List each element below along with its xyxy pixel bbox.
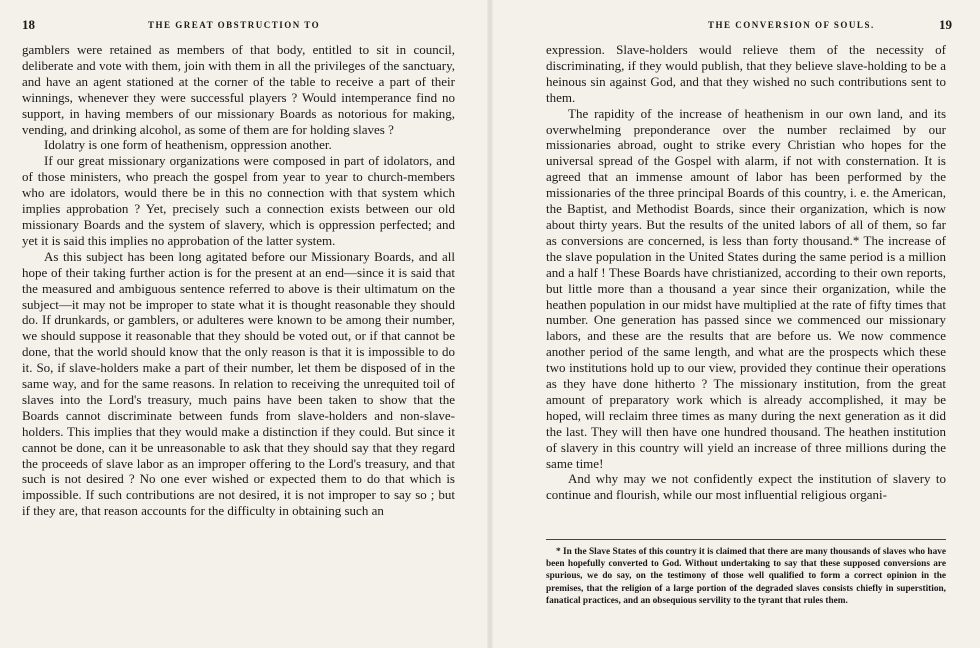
- footnote-rule: [546, 539, 946, 540]
- right-paragraph: expression. Slave-holders would relieve them of the necessity of discriminating, if they would publish, that they believe slave-holding to be a heinous sin against God, and that they wished no such contributions sent to them.: [546, 42, 946, 105]
- right-body-text: [546, 42, 946, 503]
- left-paragraph: As this subject has been long agitated before our Missionary Boards, and all hope of their taking further action is for the present at an end—since it is said that the measured and ambiguous sentence referred to above is their ultimatum on the subject—it may not be improper to state what it is thought reasonable they should do. If drunkards, or gamblers, or adulteres were known to be among their number, we should suppose it reasonable that they should be voted out, or if that cannot be done, that the world should know that the only reason is that it is impossible to do it. So, if slave-holders make a part of their number, let them be disposed of in the same way, and for the same reasons. In relation to receiving the unrequited toil of slaves into the Lord's treasury, much pains have been taken to show that the Boards cannot discriminate between funds from slave-holders and non-slave-holders. This implies that they would make a distinction if they could. But since it cannot be done, can it be unreasonable to ask that they should say that they regard the proceeds of slave labor as an improper offering to the Lord's treasury, and that such is not desired ? No one ever wished or expected them to do that which is impossible. If such contributions are not desired, it is not improper to say so ; but if they are, that reason accounts for the difficulty in obtaining such an: [22, 248, 455, 519]
- left-paragraph: gamblers were retained as members of that body, entitled to sit in council, deliberate and vote with them, join with them in all the privileges of the sanctuary, and have an agent stationed at the corner of the table to receive a part of their winnings, whenever they were successful players ? Would intemperance find no support, in having members of our missionary Boards as notorious for making, vending, and drinking alcohol, as some of them are for holding slaves ?: [22, 42, 455, 137]
- right-running-title: THE CONVERSION OF SOULS.: [708, 20, 875, 30]
- right-page-number: 19: [939, 17, 952, 32]
- left-running-head: [22, 17, 462, 36]
- left-body-text: [22, 42, 455, 519]
- left-running-title: THE GREAT OBSTRUCTION TO: [148, 20, 321, 30]
- right-paragraph: The rapidity of the increase of heathenism in our own land, and its overwhelming preponderance over the number reclaimed by our missionaries abroad, ought to strike every Christian who hopes for the universal spread of the Gospel with alarm, if not with consternation. It is agreed that an immense amount of labor has been performed by the missionaries of the three principal Boards of this country, i. e. the American, the Baptist, and Methodist Boards, since their organization, which is now about thirty years. But the results of the united labors of all of them, so far as conversions are concerned, is less than forty thousand.* The increase of the slave population in the United States during the same period is a million and a half ! These Boards have christianized, according to their own reports, but little more than a thousand a year since their organization, while the heathen population in our midst have multiplied at the rate of fifty times that number. One generation has passed since we commenced our missionary labors, and these are the results that are before us. We now commence another period of the same length, and what are the prospects which these two institutions hold up to our view, provided they continue their operations as they have done hitherto ? The missionary institution, from the great amount of preparatory work which is already accomplished, it may be hoped, will reclaim three times as many during the next generation as it did the last. They will then have one hundred thousand. The heathen institution of slavery in this country will yield an increase of three millions during the same time!: [546, 105, 946, 471]
- footnote: * In the Slave States of this country it is claimed that there are many thousands of slaves who have been hopefully converted to God. Without undertaking to say that these supposed conversions are spurious, we do say, on the testimony of those well qualified to form a correct opinion in the premises, that the religion of a large portion of the degraded slaves consists chiefly in superstition, fanatical practices, and an obsequious servility to the tyrant that rules them.: [546, 547, 946, 606]
- right-running-head: [512, 17, 952, 36]
- right-page: [490, 0, 980, 648]
- left-paragraph: If our great missionary organizations were composed in part of idolators, and of those ministers, who preach the gospel from year to year to church-members who are idolators, would there be in this no connection with that system which implies approbation ? Yet, precisely such a connection exists between our old missionary Boards and the system of slavery, which is oppression perfected; and yet it is said this implies no approbation of the latter system.: [22, 153, 455, 248]
- left-paragraph: Idolatry is one form of heathenism, oppression another.: [44, 137, 332, 153]
- right-paragraph: And why may we not confidently expect the institution of slavery to continue and flourish, while our most influential religious organi-: [546, 471, 946, 503]
- left-page-number: 18: [22, 17, 35, 32]
